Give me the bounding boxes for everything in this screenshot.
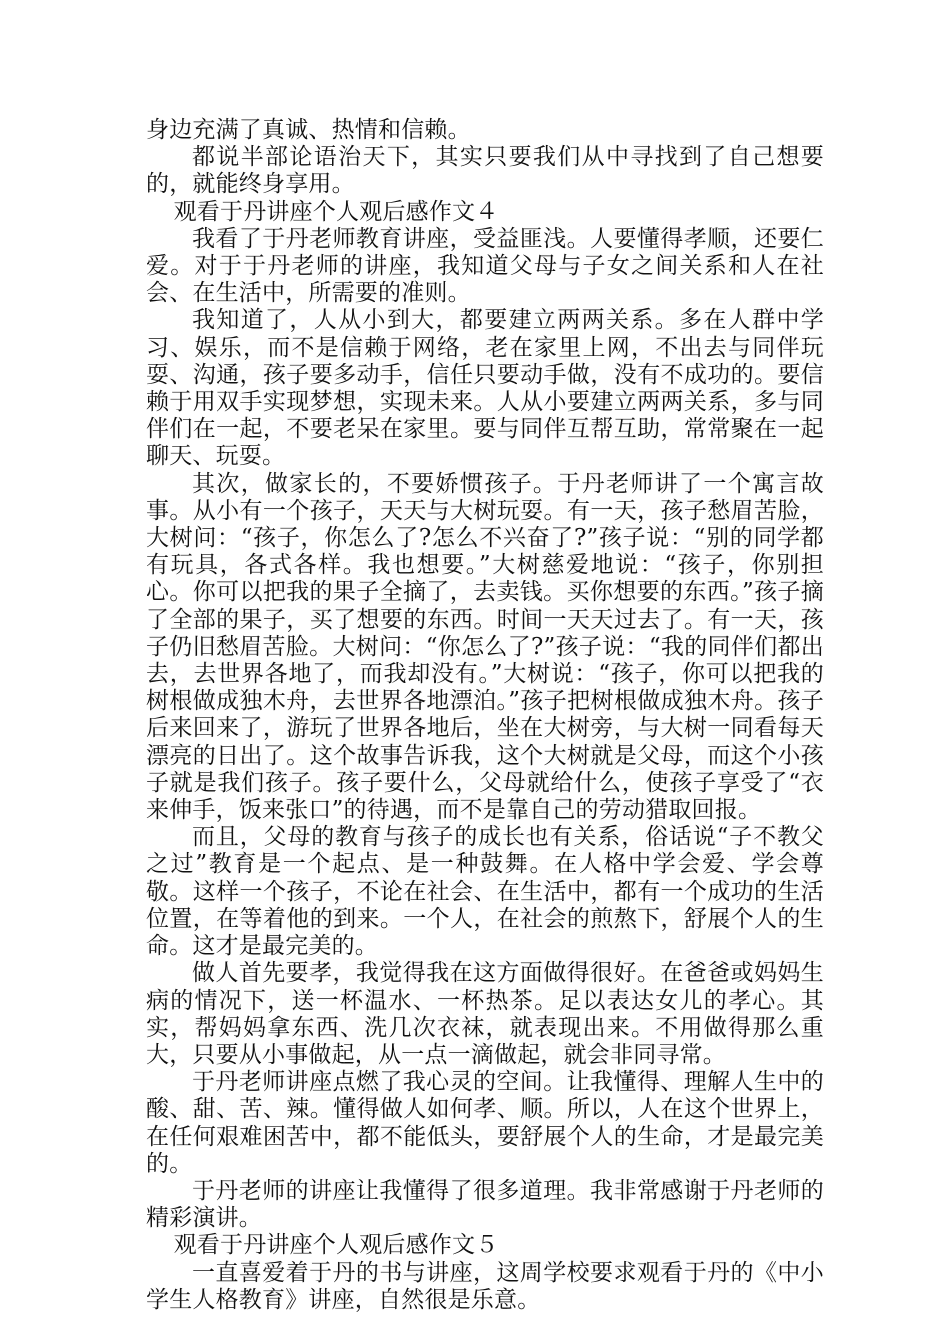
paragraph: 一直喜爱着于丹的书与讲座，这周学校要求观看于丹的《中小学生人格教育》讲座，自然很是乐意。 (146, 1259, 824, 1313)
paragraph: 而且，父母的教育与孩子的成长也有关系，俗话说“子不教父之过”教育是一个起点、是一种鼓舞。在人格中学会爱、学会尊敬。这样一个孩子，不论在社会、在生活中，都有一个成功的生活位置，在等着他的到来。一个人，在社会的煎熬下，舒展个人的生命。这才是最完美的。 (146, 824, 824, 960)
paragraph-continuation: 身边充满了真诚、热情和信赖。 (146, 117, 471, 143)
paragraph: 我知道了，人从小到大，都要建立两两关系。多在人群中学习、娱乐，而不是信赖于网络，老在家里上网，不出去与同伴玩耍、沟通，孩子要多动手，信任只要动手做，没有不成功的。要信赖于用双手实现梦想，实现未来。人从小要建立两两关系，多与同伴们在一起，不要老呆在家里。要与同伴互帮互助，常常聚在一起聊天、玩耍。 (146, 307, 824, 470)
paragraph: 于丹老师讲座点燃了我心灵的空间。让我懂得、理解人生中的酸、甜、苦、辣。懂得做人如何孝、顺。所以，人在这个世界上，在任何艰难困苦中，都不能低头，要舒展个人的生命，才是最完美的。 (146, 1069, 824, 1177)
document-body (146, 117, 824, 1314)
paragraph: 于丹老师的讲座让我懂得了很多道理。我非常感谢于丹老师的精彩演讲。 (146, 1177, 824, 1232)
paragraph: 其次，做家长的，不要娇惯孩子。于丹老师讲了一个寓言故事。从小有一个孩子，天天与大树玩耍。有一天，孩子愁眉苦脸，大树问：“孩子，你怎么了?怎么不兴奋了?”孩子说：“别的同学都有玩具，各式各样。我也想要。”大树慈爱地说：“孩子，你别担心。你可以把我的果子全摘了，去卖钱。买你想要的东西。”孩子摘了全部的果子，买了想要的东西。时间一天天过去了。有一天，孩子仍旧愁眉苦脸。大树问：“你怎么了?”孩子说：“我的同伴们都出去，去世界各地了，而我却没有。”大树说：“孩子，你可以把我的树根做成独木舟，去世界各地漂泊。”孩子把树根做成独木舟。孩子后来回来了，游玩了世界各地后，坐在大树旁，与大树一同看每天漂亮的日出了。这个故事告诉我，这个大树就是父母，而这个小孩子就是我们孩子。孩子要什么，父母就给什么，使孩子享受了“衣来伸手，饭来张口”的待遇，而不是靠自己的劳动猎取回报。 (146, 470, 824, 824)
section-heading: 观看于丹讲座个人观后感作文４ (173, 198, 499, 225)
paragraph: 做人首先要孝，我觉得我在这方面做得很好。在爸爸或妈妈生病的情况下，送一杯温水、一杯热茶。足以表达女儿的孝心。其实，帮妈妈拿东西、洗几次衣袜，就表现出来。不用做得那么重大，只要从小事做起，从一点一滴做起，就会非同寻常。 (146, 960, 824, 1068)
section-heading: 观看于丹讲座个人观后感作文５ (173, 1232, 499, 1259)
paragraph: 我看了于丹老师教育讲座，受益匪浅。人要懂得孝顺，还要仁爱。对于于丹老师的讲座，我知道父母与子女之间关系和人在社会、在生活中，所需要的准则。 (146, 225, 824, 307)
paragraph: 都说半部论语治天下，其实只要我们从中寻找到了自己想要的，就能终身享用。 (146, 144, 824, 198)
